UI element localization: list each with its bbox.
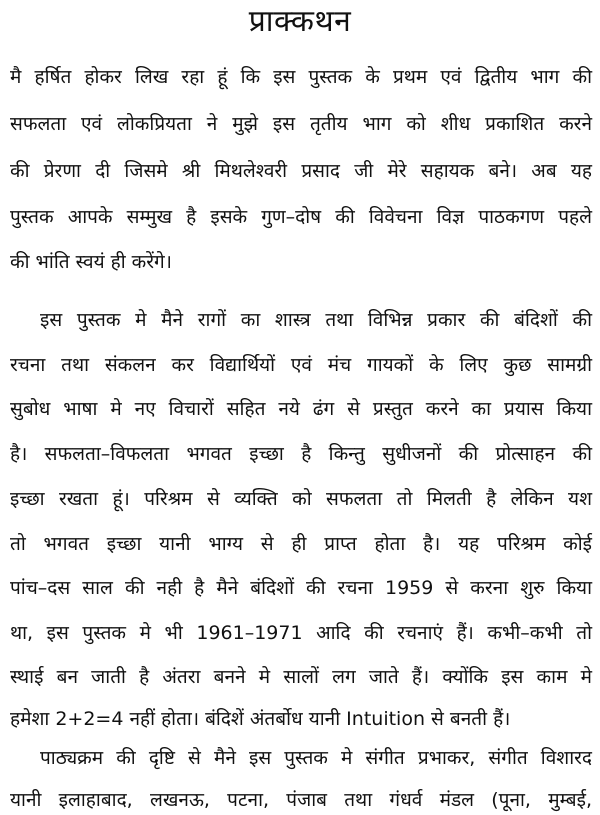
- text-line: पुस्तक आपके सम्मुख है इसके गुण–दोष की विवेचना विज्ञ पाठकगण पहले: [10, 206, 592, 228]
- text-line: है। सफलता–विफलता भगवत इच्छा है किन्तु सुधीजनों की प्रोत्साहन की: [10, 443, 592, 465]
- text-line: हमेशा 2+2=4 नहीं होता। बंदिशें अंतर्बोध यानी Intuition से बनती हैं।: [10, 708, 511, 730]
- text-line: रचना तथा संकलन कर विद्यार्थियों एवं मंच गायकों के लिए कुछ सामग्री: [10, 354, 592, 376]
- text-line: सुबोध भाषा मे नए विचारों सहित नये ढंग से प्रस्तुत करने का प्रयास किया: [10, 398, 592, 420]
- text-line: की प्रेरणा दी जिसमे श्री मिथलेश्वरी प्रसाद जी मेरे सहायक बने। अब यह: [10, 160, 592, 182]
- page-title: प्राक्कथन: [248, 4, 352, 39]
- text-line: स्थाई बन जाती है अंतरा बनने मे सालों लग जाते हैं। क्योंकि इस काम मे: [10, 666, 592, 688]
- text-line: मै हर्षित होकर लिख रहा हूं कि इस पुस्तक के प्रथम एवं द्वितीय भाग की: [10, 66, 592, 88]
- text-line: पाठ्यक्रम की दृष्टि से मैने इस पुस्तक मे संगीत प्रभाकर, संगीत विशारद: [40, 747, 592, 769]
- text-line: यानी इलाहाबाद, लखनऊ, पटना, पंजाब तथा गंधर्व मंडल (पूना, मुम्बई,: [10, 789, 592, 811]
- text-line: पांच–दस साल की नही है मैने बंदिशों की रचना 1959 से करना शुरु किया: [10, 577, 592, 599]
- text-line: तो भगवत इच्छा यानी भाग्य से ही प्राप्त होता है। यह परिश्रम कोई: [10, 533, 592, 555]
- text-line: इस पुस्तक मे मैने रागों का शास्त्र तथा विभिन्न प्रकार की बंदिशों की: [40, 309, 592, 331]
- text-line: था, इस पुस्तक मे भी 1961–1971 आदि की रचनाएं हैं। कभी–कभी तो: [10, 622, 592, 644]
- text-line: की भांति स्वयं ही करेंगे।: [10, 251, 172, 273]
- text-line: सफलता एवं लोकप्रियता ने मुझे इस तृतीय भाग को शीध प्रकाशित करने: [10, 113, 592, 135]
- text-line: इच्छा रखता हूं। परिश्रम से व्यक्ति को सफलता तो मिलती है लेकिन यश: [10, 488, 592, 510]
